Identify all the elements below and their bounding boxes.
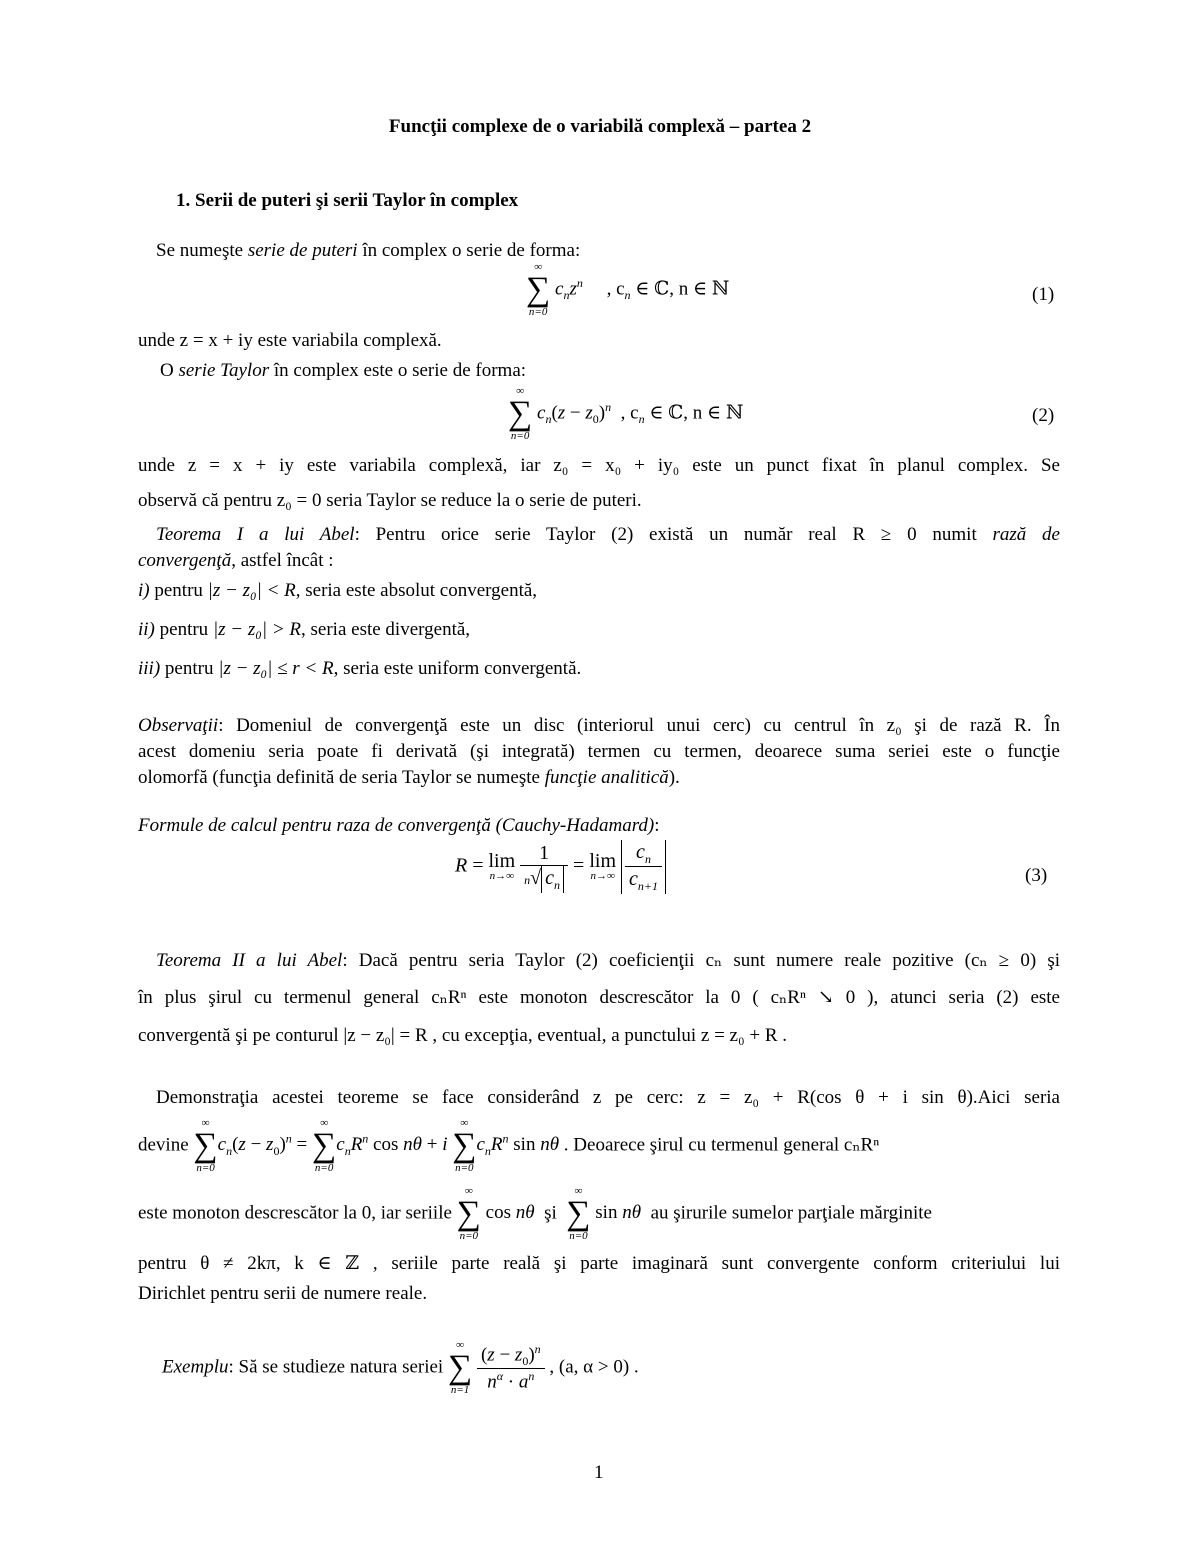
observations-line2: acest domeniu seria poate fi derivată (şi integrată) termen cu termen, deoarece suma seriei este o funcţie (138, 741, 1060, 762)
paragraph-fixed-point-l1: unde z = x + iy este variabila complexă, iar z₀ = x₀ + iy₀ este un punct fixat în planul complex. Se (138, 455, 1060, 476)
observations-line1: Observaţii: Domeniul de convergenţă este un disc (interiorul unui cerc) cu centrul în z₀ şi de rază R. În (138, 715, 1060, 736)
list-item-ii: ii) pentru |z − z₀| > R, seria este divergentă, (138, 619, 471, 640)
demonstration-line5: Dirichlet pentru serii de numere reale. (138, 1283, 428, 1304)
theorem-1-line2: convergenţă, astfel încât : (138, 550, 334, 571)
equation-number-3: (3) (1025, 865, 1048, 886)
demonstration-line2: devine ∞ ∑ n=0 $c_n(z - z_0)^n$ = ∞ ∑ n=0 $c_nR^n$ cos nθ + i ∞ ∑ n=0 $c_nR^n$ sin nθ . Deoarece şirul cu termenul general cₙRⁿ (138, 1117, 880, 1174)
demonstration-line4: pentru θ ≠ 2kπ, k ∈ ℤ , seriile parte reală şi parte imaginară sunt convergente conform criteriului lui (138, 1253, 1060, 1274)
example: Exemplu: Să se studieze natura seriei ∞ ∑ n=1 $\frac{(z - z_0)^n}{n^\alpha \cdot a^n}$ , (a, α > 0) . (162, 1339, 639, 1396)
paragraph-variable: unde z = x + iy este variabila complexă. (138, 330, 442, 351)
list-item-i: i) pentru |z − z₀| < R, seria este absolut convergentă, (138, 580, 538, 601)
page-number: 1 (594, 1462, 604, 1483)
paragraph-fixed-point-l2: observă că pentru z₀ = 0 seria Taylor se reduce la o serie de puteri. (138, 490, 642, 511)
equation-number-2: (2) (1032, 405, 1055, 426)
equation-number-1: (1) (1032, 284, 1055, 305)
demonstration-line1: Demonstraţia acestei teoreme se face considerând z pe cerc: z = z₀ + R(cos θ + i sin θ).Aici seria (156, 1087, 1060, 1108)
observations-line3: olomorfă (funcţia definită de seria Taylor se numeşte funcţie analitică). (138, 767, 680, 788)
demonstration-line3: este monoton descrescător la 0, iar seriile ∞ ∑ n=0 cos nθ şi ∞ ∑ n=0 sin nθ au şirurile sumelor parţiale mărginite (138, 1185, 932, 1242)
theorem-2-line1: Teorema II a lui Abel: Dacă pentru seria Taylor (2) coeficienţii cₙ sunt numere reale pozitive (cₙ ≥ 0) şi (156, 950, 1060, 971)
equation-2: ∞ ∑ n=0 $c_n(z - z_0)^n$ , $c_n$ ∈ ℂ, n ∈ ℕ (508, 385, 744, 442)
paragraph-taylor-series: O serie Taylor în complex este o serie de forma: (160, 360, 527, 381)
theorem-2-line2: în plus şirul cu termenul general cₙRⁿ este monoton descrescător la 0 ( cₙRⁿ ↘ 0 ), atunci seria (2) este (138, 987, 1060, 1008)
section-heading: 1. Serii de puteri şi serii Taylor în complex (176, 190, 519, 211)
list-item-iii: iii) pentru |z − z₀| ≤ r < R, seria este uniform convergentă. (138, 658, 582, 679)
equation-1: ∞ ∑ n=0 $c_nz^n$ , $c_n$ ∈ ℂ, n ∈ ℕ (526, 261, 730, 318)
theorem-1-line1: Teorema I a lui Abel: Pentru orice serie Taylor (2) există un număr real R ≥ 0 numit rază de (156, 524, 1060, 545)
page-title: Funcţii complexe de o variabilă complexă – partea 2 (388, 116, 812, 137)
formula-heading: Formule de calcul pentru raza de convergenţă (Cauchy-Hadamard): (138, 815, 660, 836)
theorem-2-line3: convergentă şi pe conturul |z − z₀| = R , cu excepţia, eventual, a punctului z = z₀ + R . (138, 1025, 787, 1046)
paragraph-power-series: Se numeşte serie de puteri în complex o serie de forma: (156, 240, 581, 261)
equation-3: R = lim n→∞ $\frac{1}{n√ c_n}$ = lim n→∞ $\frac{c_n}{c_{n+1}}$ (455, 840, 666, 894)
